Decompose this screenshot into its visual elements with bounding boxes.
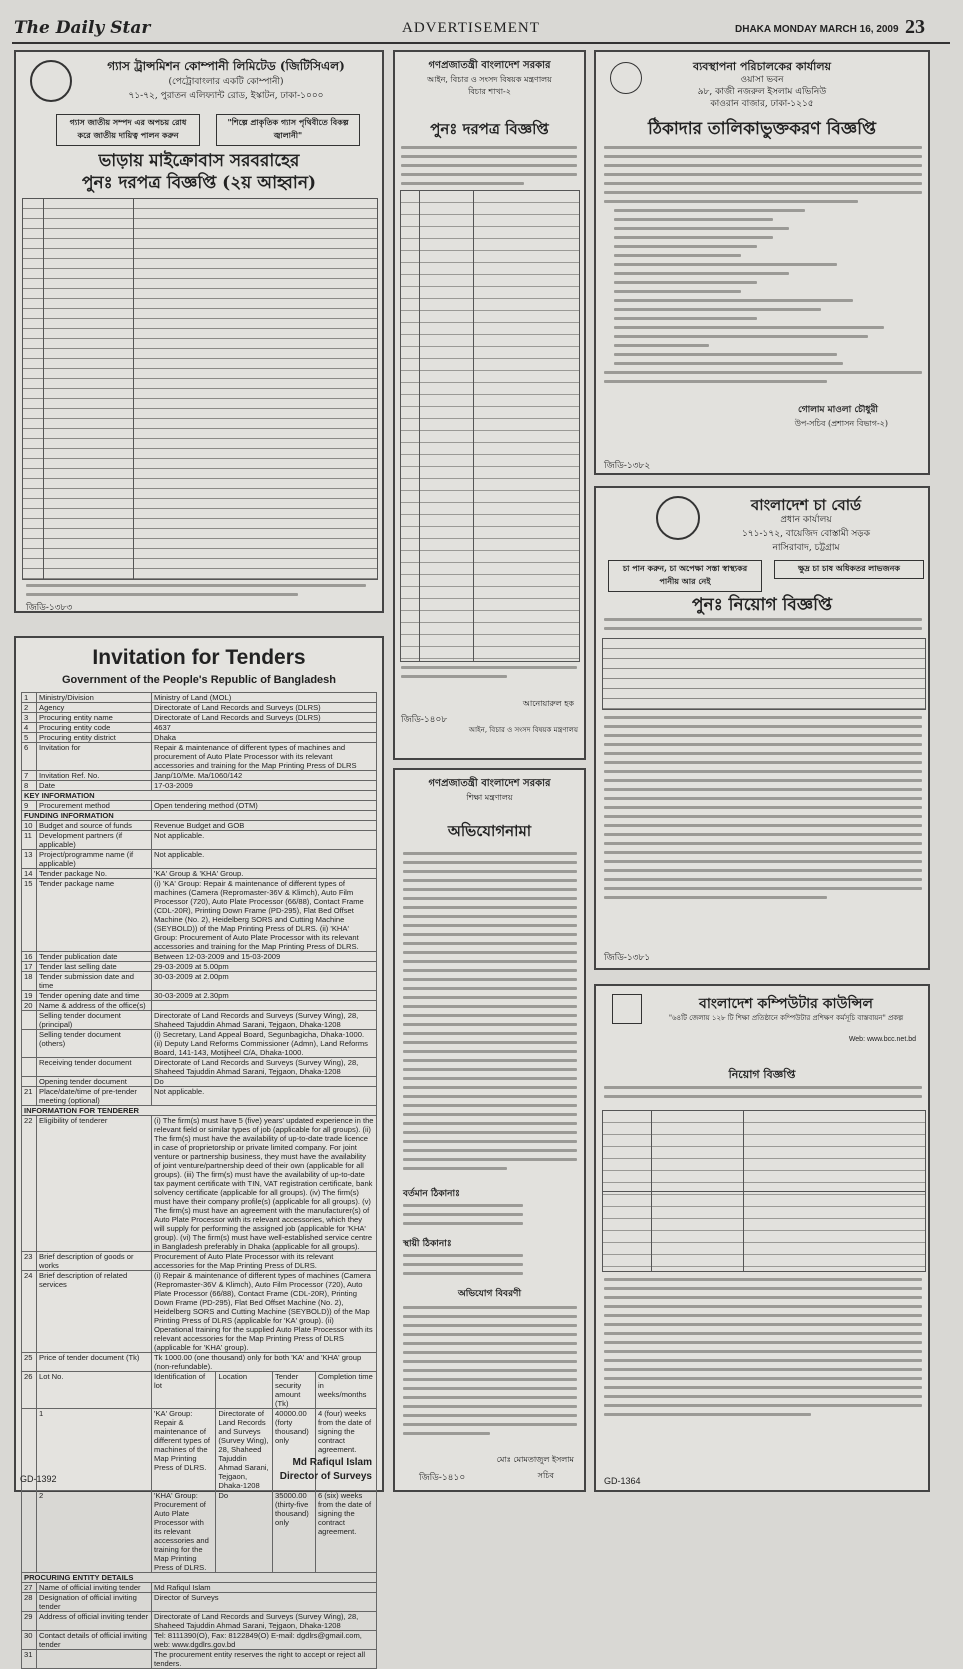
table-cell: Do [152, 1077, 377, 1087]
tea-logo-icon [656, 496, 700, 540]
table-row [22, 952, 377, 962]
table-cell: Address of official inviting tender [37, 1612, 152, 1631]
law-footer [401, 666, 577, 684]
table-cell: Price of tender document (Tk) [37, 1353, 152, 1372]
table-cell: 10 [22, 821, 37, 831]
bcc-title: নিয়োগ বিজ্ঞপ্তি [728, 1068, 796, 1081]
dateline: DHAKA MONDAY MARCH 16, 2009 [735, 24, 899, 35]
table-cell [152, 1001, 377, 1011]
table-cell [22, 1030, 37, 1058]
table-cell: Between 12-03-2009 and 15-03-2009 [152, 952, 377, 962]
table-cell: Completion time in weeks/months [315, 1372, 376, 1409]
table-cell: 4 [22, 723, 37, 733]
gtcl-title1: ভাড়ায় মাইক্রোবাস সরবরাহের [98, 151, 300, 171]
table-cell: 29 [22, 1612, 37, 1631]
table-row [22, 723, 377, 733]
table-cell: 30 [22, 1631, 37, 1650]
table-cell: Directorate of Land Records and Surveys (Survey Wing), 28, Shaheed Tajuddin Ahmad Sarani, Tejgaon, Dhaka-1208 [216, 1409, 273, 1491]
table-row [22, 771, 377, 781]
table-cell: The procurement entity reserves the right to accept or reject all tenders. [152, 1650, 377, 1669]
table-row [22, 801, 377, 811]
table-row [22, 1001, 377, 1011]
table-cell: 4 (four) weeks from the date of signing the contract agreement. [315, 1409, 376, 1491]
tender-subtitle: Government of the People's Republic of Bangladesh [62, 674, 336, 686]
wasa-address: ৯৮, কাজী নজরুল ইসলাম এভিনিউ [697, 87, 827, 97]
table-cell: Tender security amount (Tk) [273, 1372, 316, 1409]
law-signer: আনোয়ারুল হক [522, 699, 574, 708]
table-cell: Location [216, 1372, 273, 1409]
tender-title: Invitation for Tenders [92, 646, 306, 669]
table-cell: 3 [22, 713, 37, 723]
tea-address: ১৭১-১৭২, বায়েজিদ বোস্তামী সড়ক [741, 529, 871, 539]
table-cell: Janp/10/Me. Ma/1060/142 [152, 771, 377, 781]
table-cell: Development partners (if applicable) [37, 831, 152, 850]
table-row [22, 1650, 377, 1669]
education-ad [393, 768, 586, 1492]
table-cell: Not applicable. [152, 850, 377, 869]
section-header-cell: FUNDING INFORMATION [22, 811, 377, 821]
bcc-conditions [604, 1278, 922, 1422]
table-cell: 5 [22, 733, 37, 743]
table-row [22, 1631, 377, 1650]
table-cell: 14 [22, 869, 37, 879]
gtcl-address: ৭১-৭২, পুরাতন এলিফ্যান্ট রোড, ইস্কাটন, ঢাকা-১০০০ [128, 91, 324, 101]
table-row [22, 831, 377, 850]
table-cell: 17-03-2009 [152, 781, 377, 791]
edu-body-3 [403, 1254, 523, 1281]
table-row [22, 1612, 377, 1631]
wasa-title: ঠিকাদার তালিকাভুক্তকরণ বিজ্ঞপ্তি [648, 119, 876, 139]
table-row [22, 1593, 377, 1612]
table-row [22, 850, 377, 869]
table-cell [22, 1491, 37, 1573]
tender-signer: Md Rafiqul Islam [292, 1457, 372, 1468]
bcc-table [602, 1110, 926, 1272]
table-cell: Budget and source of funds [37, 821, 152, 831]
table-cell: 6 (six) weeks from the date of signing the contract agreement. [315, 1491, 376, 1573]
gtcl-sub: (পেট্রোবাংলার একটি কোম্পানী) [168, 77, 284, 87]
table-cell: 11 [22, 831, 37, 850]
table-cell: Not applicable. [152, 831, 377, 850]
table-row [22, 991, 377, 1001]
table-cell: Selling tender document (others) [37, 1030, 152, 1058]
section-header-cell: KEY INFORMATION [22, 791, 377, 801]
tender-ad [14, 636, 384, 1668]
table-cell [22, 1077, 37, 1087]
table-cell: (i) 'KA' Group: Repair & maintenance of different types of machines (Camera (Repromaster-36V & Klimch), Auto Film Processor (720), Auto Plate Processor (66/88), Contact Frame (CDL-20R), Printing Down Frame (PD-295), Flat Bed Offset Machine (No. 2), Heidelberg SORS and Cutting Machine (SEYBOLD)) of the Map Printing Press of DLRS. (ii) 'KHA' Group: Procurement of Auto Plate Processor with its relevant accessories and training for the Map Printing Press of DLRS. [152, 879, 377, 952]
table-cell: Date [37, 781, 152, 791]
table-cell: Directorate of Land Records and Surveys (Survey Wing), 28, Shaheed Tajuddin Ahmad Sarani, Tejgaon, Dhaka-1208 [152, 1011, 377, 1030]
table-cell: 15 [22, 879, 37, 952]
table-cell: 1 [22, 693, 37, 703]
tea-conditions [604, 716, 922, 905]
table-cell: 7 [22, 771, 37, 781]
law-branch: বিচার শাখা-২ [468, 87, 511, 96]
edu-body-4 [403, 1306, 577, 1441]
table-cell: 6 [22, 743, 37, 771]
table-cell: 2 [22, 703, 37, 713]
tea-board-ad [594, 486, 930, 970]
tender-code: GD-1392 [20, 1474, 57, 1484]
table-cell: Name of official inviting tender [37, 1583, 152, 1593]
table-cell: Tender package No. [37, 869, 152, 879]
table-cell: Procuring entity code [37, 723, 152, 733]
table-cell: Ministry of Land (MOL) [152, 693, 377, 703]
table-cell: Procurement method [37, 801, 152, 811]
wasa-code: জিডি-১৩৮২ [604, 460, 651, 470]
gtcl-table [22, 198, 378, 580]
table-row [22, 1353, 377, 1372]
table-cell: Revenue Budget and GOB [152, 821, 377, 831]
table-cell: Invitation for [37, 743, 152, 771]
table-cell: 24 [22, 1271, 37, 1353]
table-cell: Place/date/time of pre-tender meeting (optional) [37, 1087, 152, 1106]
table-cell: 31 [22, 1650, 37, 1669]
table-cell: (i) Secretary, Land Appeal Board, Segunbagicha, Dhaka-1000. (ii) Deputy Land Reforms Commissioner (Admn), Land Reforms Board, 141-143, Motijheel C/A, Dhaka-1000. [152, 1030, 377, 1058]
table-cell: 16 [22, 952, 37, 962]
table-row [22, 1011, 377, 1030]
gtcl-title2: পুনঃ দরপত্র বিজ্ঞপ্তি (২য় আহ্বান) [81, 173, 317, 193]
section-header-cell: PROCURING ENTITY DETAILS [22, 1573, 377, 1583]
table-row [22, 703, 377, 713]
table-cell: 27 [22, 1583, 37, 1593]
table-cell: Not applicable. [152, 1087, 377, 1106]
wasa-body [604, 146, 922, 389]
law-intro [401, 146, 577, 191]
table-row [22, 1058, 377, 1077]
table-cell: 'KHA' Group: Procurement of Auto Plate Processor with its relevant accessories and training for the Map Printing Press of DLRS. [152, 1491, 216, 1573]
table-cell: Lot No. [37, 1372, 152, 1409]
wasa-office: ব্যবস্থাপনা পরিচালকের কার্যালয় [692, 60, 832, 73]
table-cell: (i) Repair & maintenance of different types of machines (Camera (Repromaster-36V & Klimch), Auto Film Processor (720), Auto Plate Processor (66/88), Contact Frame (CDL-20R), Printing Down Frame (PD-295), Flat Bed Offset Machine (No. 2), Heidelberg SORS and Cutting Machine (SEYBOLD)) of the Map Printing Press of DLRS (applicable for 'KA' group). (ii) Operational training for the supplied Auto Plate Processor with its relevant accessories for the Map Printing Press of DLRS (applicable for 'KHA' group). [152, 1271, 377, 1353]
table-cell [22, 1011, 37, 1030]
table-cell: Project/programme name (if applicable) [37, 850, 152, 869]
table-row [22, 1030, 377, 1058]
table-cell: Eligibility of tenderer [37, 1116, 152, 1252]
table-row [22, 713, 377, 723]
edu-title: অভিযোগনামা [447, 822, 532, 840]
table-cell: Directorate of Land Records and Surveys (Survey Wing), 28, Shaheed Tajuddin Ahmad Sarani, Tejgaon, Dhaka-1208 [152, 1058, 377, 1077]
table-cell: 17 [22, 962, 37, 972]
table-section-header [22, 811, 377, 821]
table-cell: Tender package name [37, 879, 152, 952]
table-cell: 22 [22, 1116, 37, 1252]
table-cell: Tel: 8111390(O), Fax: 8122849(O) E-mail: dgdlrs@gmail.com, web: www.dgdlrs.gov.bd [152, 1631, 377, 1650]
table-row [22, 879, 377, 952]
table-cell: 1 [37, 1409, 152, 1491]
law-signer-title: আইন, বিচার ও সংসদ বিষয়ক মন্ত্রণালয় [468, 726, 578, 734]
table-cell: Brief description of goods or works [37, 1252, 152, 1271]
table-row [22, 962, 377, 972]
edu-complaint-details: অভিযোগ বিবরণী [457, 1289, 522, 1299]
gtcl-footer-text [26, 584, 366, 602]
wasa-ad [594, 50, 930, 475]
edu-body-1 [403, 852, 577, 1176]
bcc-ad [594, 984, 930, 1492]
table-cell: Open tendering method (OTM) [152, 801, 377, 811]
edu-permanent-address: স্থায়ী ঠিকানাঃ [403, 1239, 452, 1249]
table-cell: Ministry/Division [37, 693, 152, 703]
table-cell: Dhaka [152, 733, 377, 743]
tea-org: বাংলাদেশ চা বোর্ড [750, 496, 862, 514]
table-section-header [22, 1106, 377, 1116]
tea-intro [604, 618, 922, 636]
table-row [22, 1372, 377, 1409]
edu-current-address: বর্তমান ঠিকানাঃ [403, 1189, 460, 1199]
wasa-signer: গোলাম মাওলা চৌধুরী [798, 405, 878, 415]
gtcl-logo-icon [30, 60, 72, 102]
table-cell: (i) The firm(s) must have 5 (five) years' updated experience in the relevant field or similar types of job (applicable for all groups). (ii) The firm(s) must have the availability of up-to-date trade licence in case of proprietorship or private limited company. For joint venture or partnership business, they must have the availability of joint venture/partnership deed of their own (applicable for all groups). (iii) The firm(s) must have the availability of up-to-date tax payment certificate with TIN, VAT registration certificate, bank solvency certificate (applicable for all groups). (iv) The firm(s) must have their company profile(s) (applicable for all groups). (v) The firm(s) must have an agreement with the manufacturer(s) of Auto Plate Processor with its relevant accessories, which they will supply for performing the assigned job (applicable for 'KHA' group). (vi) The firm(s) must have well-established service centre in Bangladesh preferably in Dhaka (applicable for all groups). [152, 1116, 377, 1252]
table-cell: Tender submission date and time [37, 972, 152, 991]
table-cell: Agency [37, 703, 152, 713]
tea-office: প্রধান কার্যালয় [780, 515, 832, 525]
table-row [22, 1087, 377, 1106]
table-row [22, 869, 377, 879]
law-ministry: আইন, বিচার ও সংসদ বিষয়ক মন্ত্রণালয় [427, 75, 552, 84]
bcc-intro [604, 1086, 922, 1104]
table-cell: Directorate of Land Records and Surveys (Survey Wing), 28, Shaheed Tajuddin Ahmad Sarani, Tejgaon, Dhaka-1208 [152, 1612, 377, 1631]
table-section-header [22, 1573, 377, 1583]
masthead-rule [12, 42, 950, 44]
bcc-org: বাংলাদেশ কম্পিউটার কাউন্সিল [699, 996, 873, 1012]
page-number: 23 [905, 16, 925, 38]
table-cell: 30-03-2009 at 2.30pm [152, 991, 377, 1001]
table-cell: 'KA' Group & 'KHA' Group. [152, 869, 377, 879]
tea-slogan-right: ক্ষুদ্র চা চাষ অধিকতর লাভজনক [774, 560, 924, 579]
table-cell: 28 [22, 1593, 37, 1612]
table-cell: Tender publication date [37, 952, 152, 962]
newspaper-logo: The Daily Star [14, 18, 151, 38]
table-cell: Receiving tender document [37, 1058, 152, 1077]
bcc-logo-icon [612, 994, 642, 1024]
section-header-cell: INFORMATION FOR TENDERER [22, 1106, 377, 1116]
gtcl-ad [14, 50, 384, 613]
table-cell: 4637 [152, 723, 377, 733]
table-cell: Directorate of Land Records and Surveys (DLRS) [152, 713, 377, 723]
edu-signer-title: সচিব [537, 1471, 554, 1480]
edu-signer: মোঃ মোমতাজুল ইসলাম [496, 1455, 574, 1464]
table-cell: 8 [22, 781, 37, 791]
law-gov: গণপ্রজাতন্ত্রী বাংলাদেশ সরকার [428, 60, 551, 71]
table-cell: Procuring entity district [37, 733, 152, 743]
bcc-web: Web: www.bcc.net.bd [848, 1036, 916, 1043]
table-row [22, 1271, 377, 1353]
table-cell: Md Rafiqul Islam [152, 1583, 377, 1593]
bcc-code: GD-1364 [604, 1476, 641, 1486]
table-cell: 21 [22, 1087, 37, 1106]
table-cell: Designation of official inviting tender [37, 1593, 152, 1612]
table-cell: 25 [22, 1353, 37, 1372]
table-cell: 35000.00 (thirty-five thousand) only [273, 1491, 316, 1573]
bcc-project: "৬৪টি জেলায় ১২৮ টি শিক্ষা প্রতিষ্ঠানে কম্পিউটার প্রশিক্ষণ কর্মসূচি বাস্তবায়ন" প্রকল্প [668, 1014, 904, 1022]
table-row [22, 821, 377, 831]
wasa-signer-title: উপ-সচিব (প্রশাসন বিভাগ-২) [794, 419, 888, 428]
table-cell: Contact details of official inviting tender [37, 1631, 152, 1650]
table-row [22, 733, 377, 743]
table-cell: Invitation Ref. No. [37, 771, 152, 781]
gtcl-slogan-right: "শিল্পে প্রাকৃতিক গ্যাস পৃথিবীতে বিকল্প জ্বালানী" [216, 114, 360, 146]
table-cell: 30-03-2009 at 2.00pm [152, 972, 377, 991]
wasa-org: ওয়াসা ভবন [740, 75, 784, 85]
law-ad [393, 50, 586, 760]
tea-city: নাসিরাবাদ, চট্টগ্রাম [772, 543, 840, 553]
table-cell: Directorate of Land Records and Surveys (DLRS) [152, 703, 377, 713]
table-row [22, 1077, 377, 1087]
law-table [400, 190, 580, 662]
table-row [22, 1116, 377, 1252]
table-cell: Tender opening date and time [37, 991, 152, 1001]
table-cell: 'KA' Group: Repair & maintenance of different types of machines of the Map Printing Press of DLRS. [152, 1409, 216, 1491]
table-cell: 19 [22, 991, 37, 1001]
tender-table [21, 692, 377, 1669]
table-cell: Repair & maintenance of different types of machines and procurement of Auto Plate Processor with its relevant accessories and training for the Map Printing Press of DLRS [152, 743, 377, 771]
table-row [22, 693, 377, 703]
wasa-city: কাওরান বাজার, ঢাকা-১২১৫ [710, 99, 814, 109]
tea-slogan-left: চা পান করুন, চা অপেক্ষা সস্তা স্বাস্থ্যকর পানীয় আর নেই [608, 560, 762, 592]
table-cell: 2 [37, 1491, 152, 1573]
table-row [22, 1583, 377, 1593]
tea-code: জিডি-১৩৮১ [604, 952, 651, 962]
table-row [22, 781, 377, 791]
table-row [22, 1491, 377, 1573]
table-cell: Selling tender document (principal) [37, 1011, 152, 1030]
tea-table [602, 638, 926, 710]
gtcl-code: জিডি-১৩৮৩ [26, 602, 73, 612]
gtcl-slogan-left: গ্যাস জাতীয় সম্পদ এর অপচয় রোধ করে জাতীয় দায়িত্ব পালন করুন [56, 114, 200, 146]
table-cell: Director of Surveys [152, 1593, 377, 1612]
table-section-header [22, 791, 377, 801]
table-cell: Tk 1000.00 (one thousand) only for both 'KA' and 'KHA' group (non-refundable). [152, 1353, 377, 1372]
law-title: পুনঃ দরপত্র বিজ্ঞপ্তি [430, 120, 549, 138]
table-cell: Procuring entity name [37, 713, 152, 723]
table-row [22, 972, 377, 991]
table-cell: 18 [22, 972, 37, 991]
table-row [22, 743, 377, 771]
tender-signer-title: Director of Surveys [279, 1471, 372, 1482]
edu-ministry: শিক্ষা মন্ত্রণালয় [466, 793, 513, 802]
masthead [0, 0, 963, 46]
edu-gov: গণপ্রজাতন্ত্রী বাংলাদেশ সরকার [428, 778, 551, 789]
table-cell: Brief description of related services [37, 1271, 152, 1353]
table-cell [22, 1058, 37, 1077]
table-cell: 40000.00 (forty thousand) only [273, 1409, 316, 1491]
table-cell: 26 [22, 1372, 37, 1409]
table-row [22, 1252, 377, 1271]
gtcl-org-name: গ্যাস ট্রান্সমিশন কোম্পানী লিমিটেড (জিটিসিএল) [107, 59, 345, 73]
section-title: ADVERTISEMENT [402, 20, 540, 36]
table-cell: 29-03-2009 at 5.00pm [152, 962, 377, 972]
edu-code: জিডি-১৪১০ [419, 1472, 466, 1482]
law-code: জিডি-১৪০৮ [401, 714, 448, 724]
table-cell: Identification of lot [152, 1372, 216, 1409]
edu-body-2 [403, 1204, 523, 1231]
table-cell: 20 [22, 1001, 37, 1011]
table-cell: Tender last selling date [37, 962, 152, 972]
table-cell: Procurement of Auto Plate Processor with its relevant accessories for the Map Printing Press of DLRS. [152, 1252, 377, 1271]
table-cell: 9 [22, 801, 37, 811]
table-cell: Name & address of the office(s) [37, 1001, 152, 1011]
table-cell: Opening tender document [37, 1077, 152, 1087]
table-cell: Do [216, 1491, 273, 1573]
table-cell: 23 [22, 1252, 37, 1271]
table-cell [37, 1650, 152, 1669]
table-cell: 13 [22, 850, 37, 869]
tea-title: পুনঃ নিয়োগ বিজ্ঞপ্তি [692, 595, 832, 615]
